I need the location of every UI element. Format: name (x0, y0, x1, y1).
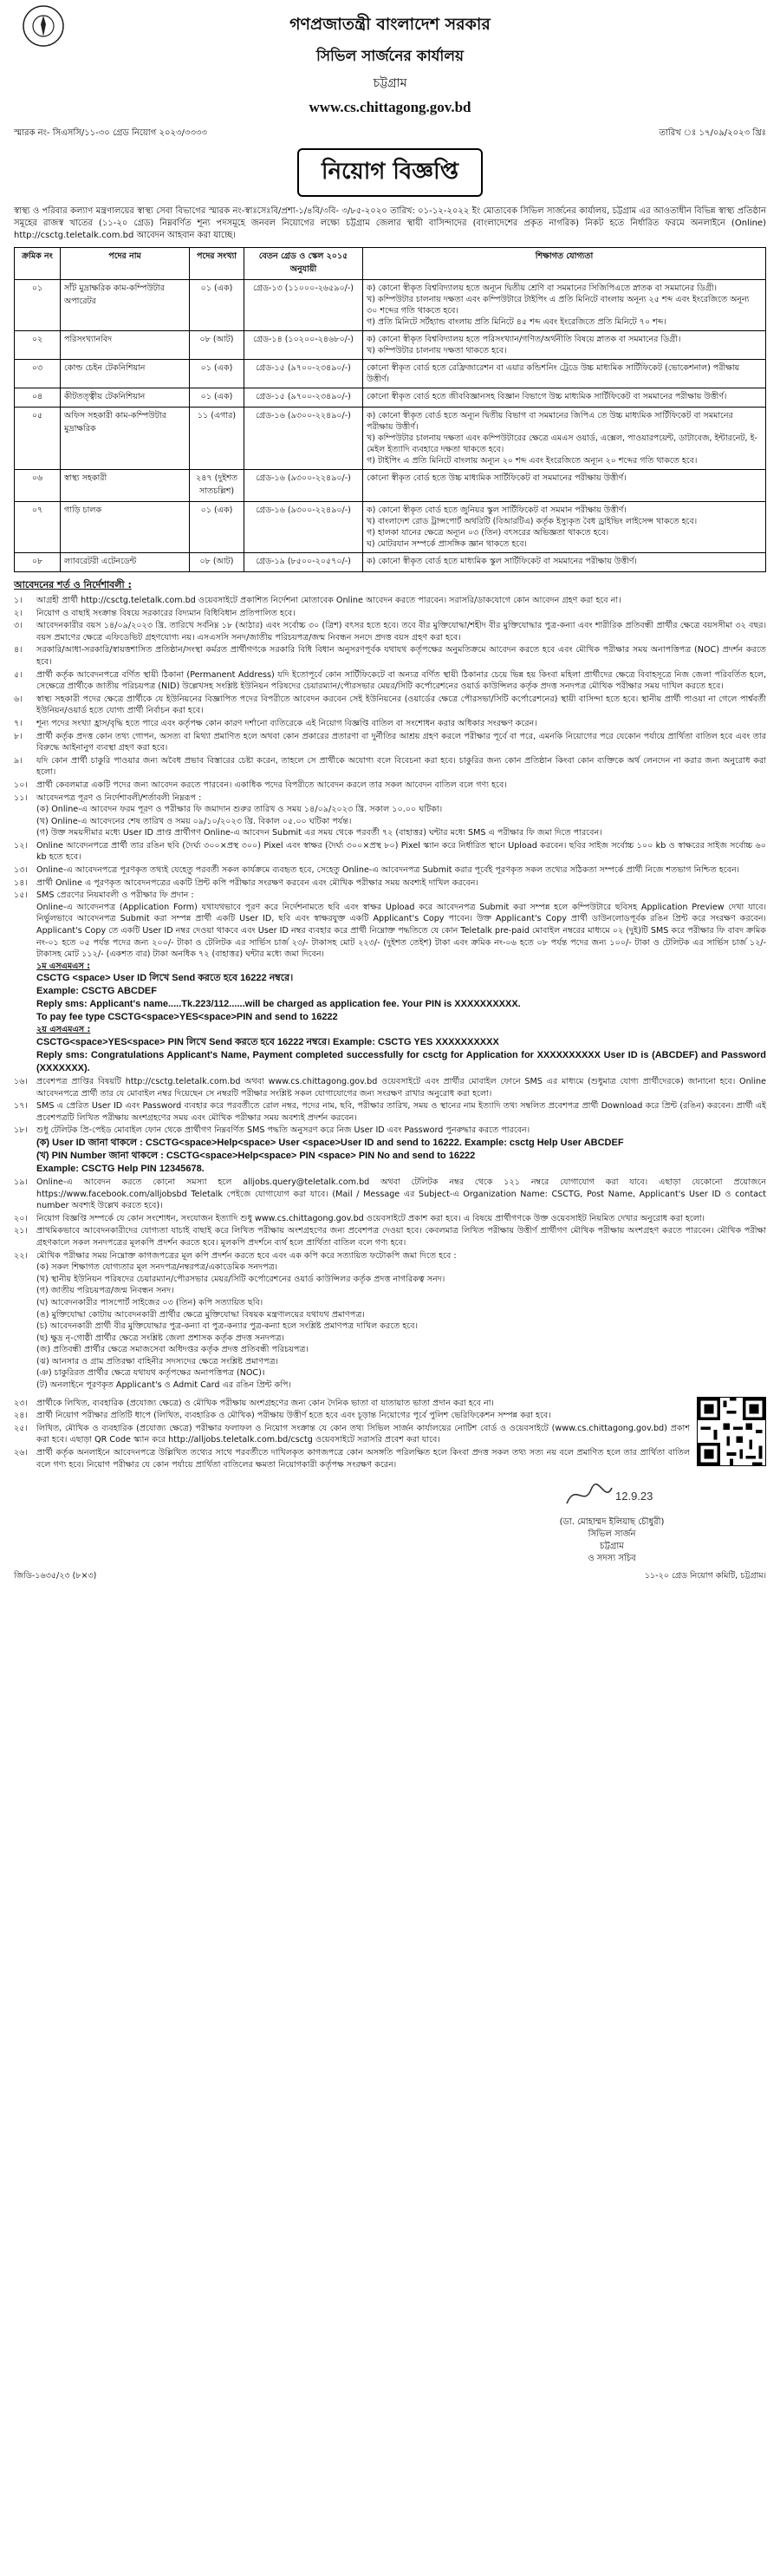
qualification-line: ঘ) মোটরযান সম্পর্কে প্রাসঙ্গিক জ্ঞান থাকতে হবে। (367, 539, 527, 549)
post-grade: গ্রেড-১৯ (৮৫০০-২০৫৭০/-) (244, 553, 363, 572)
qualification-line: ক) কোনো স্বীকৃত বোর্ড হতে অন্যূন দ্বিতীয় বিভাগ বা সমমানের জিপিএ তে উচ্চ মাধ্যমিক সার্টিফিকেট বা সমমানের পরীক্ষায় উত্তীর্ণ। (367, 411, 733, 432)
term-number: ১৩। (14, 865, 28, 876)
term-text: SMS এ প্রেরিত User ID এবং Password ব্যবহার করে পরবর্তীতে রোল নম্বর, পদের নাম, ছবি, পরীক্ষার তারিখ, সময় ও স্থানের নাম ইত্যাদি তথ্য সম্বলিত প্রবেশপত্র প্রার্থী Download করে প্রিন্ট (রঙিন) করবেন। প্রার্থী এই প্রবেশপত্রটি লিখিত পরীক্ষায় অংশগ্রহণের সময় এবং মৌখিক পরীক্ষার সময় অবশ্যই প্রদর্শন করবেন। (36, 1101, 766, 1123)
post-name: কীটতত্ত্বীয় টেকনিশিয়ান (61, 388, 190, 408)
term-text: প্রার্থী নিয়োগ পরীক্ষার প্রতিটি ধাপে (লিখিত, ব্যবহারিক ও মৌখিক) পরীক্ষায় উত্তীর্ণ হতে হবে এবং চূড়ান্ত নিয়োগের পূর্বে পুলিশ ভেরিফিকেশন সম্পন্ন করা হবে। (36, 1411, 551, 1421)
post-count: ০১ (এক) (190, 388, 244, 408)
term-item (14, 1076, 766, 1099)
table-row (15, 360, 766, 388)
recovery-line: (ক) User ID জানা থাকলে : CSCTG<space>Help<space> User <space>User ID and send to 16222. Example: csctg Help User ABCDEF (36, 1137, 624, 1148)
col-post: পদের নাম (61, 248, 190, 280)
post-qualification (363, 470, 766, 502)
term-text: প্রার্থী কর্তৃক প্রদত্ত কোন তথ্য গোপন, অসত্য বা মিথ্যা প্রমাণিত হলে অথবা কোন প্রকারের প্রতারণা বা দুর্নীতির আশ্রয় গ্রহণ করলে পরীক্ষার পূর্বে বা পরে, এমনকি নিয়োগের পরে যেকোন পর্যায়ে প্রার্থিতা বাতিল হবে এবং তার বিরুদ্ধে আইনানুগ ব্যবস্থা গ্রহণ করা হবে। (36, 731, 766, 753)
post-name: কোল্ড চেইন টেকনিশিয়ান (61, 360, 190, 388)
letterhead (14, 12, 766, 116)
sms-step-1-line: To pay fee type CSCTG<space>YES<space>PIN and send to 16222 (36, 1012, 338, 1023)
signatory-designation: সিভিল সার্জন (588, 1529, 636, 1540)
post-name: পরিসংখ্যানবিদ (61, 331, 190, 360)
terms-title: আবেদনের শর্ত ও নির্দেশাবলী : (14, 579, 132, 590)
document-line: (ঞ) চাকুরিরত প্রার্থীর ক্ষেত্রে যথাযথ কর্তৃপক্ষের অনাপত্তিপত্র (NOC)। (36, 1368, 265, 1379)
term-number: ১১। (14, 792, 28, 803)
term-text: লিখিত, মৌখিক ও ব্যবহারিক (প্রযোজ্য ক্ষেত্রে) পরীক্ষার ফলাফল ও নিয়োগ সংক্রান্ত যে কোন তথ্য সিভিল সার্জন কার্যালয়ের নোটিশ বোর্ড ও ওয়েবসাইটে (www.cs.chittagong.gov.bd) প্রকাশ করা হবে। এছাড়া QR Code স্ক্যান করে http://alljobs.teletalk.com.bd/csctg ওয়েবসাইটে সরাসরি প্রবেশ করা যাবে। (36, 1423, 690, 1445)
qualification-line: ক) কোনো স্বীকৃত বোর্ড হতে মাধ্যমিক স্কুল সার্টিফিকেট বা সমমানের পরীক্ষায় উত্তীর্ণ। (367, 557, 637, 566)
term-text: প্রবেশপত্র প্রাপ্তির বিষয়টি http://csctg.teletalk.com.bd অথবা www.cs.chittagong.gov.bd ওয়েবসাইটে এবং প্রার্থীর মোবাইল ফোনে SMS এর মাধ্যমে (শুধুমাত্র যোগ্য প্রার্থীদেরকে) জানানো হবে। Online আবেদনপত্রে প্রার্থী তার যে মোবাইল নম্বর দিয়েছেন সে নম্বরটি পরীক্ষার সংশ্লিষ্ট সকল যোগাযোগের জন্য সংরক্ষণ রাখার অনুরোধ করা হলো। (36, 1077, 766, 1099)
post-count: ০১ (এক) (190, 360, 244, 388)
term-item (14, 718, 766, 730)
post-count: ২৪৭ (দুইশত সাতচল্লিশ) (190, 470, 244, 502)
term-text: প্রার্থী কর্তৃক আবেদনপত্রে বর্ণিত স্থায়ী ঠিকানা (Permanent Address) যদি ইতোপূর্বে কোন সার্টিফিকেটে বা অন্যত্র বর্ণিত স্থায়ী ঠিকানার চেয়ে ভিন্ন হয় কিংবা মহিলা প্রার্থীদের ক্ষেত্রে বিবাহসূত্রে নিজ জেলা পরিবর্তিত হলে, সেক্ষেত্রে প্রার্থীকে জাতীয় পরিচয়পত্র (NID) উল্লেখসহ সংশ্লিষ্ট ইউনিয়ন পরিষদের চেয়ারম্যান/পৌরসভার মেয়র/সিটি কর্পোরেশনের ওয়ার্ড কাউন্সিলর কর্তৃক প্রদত্ত সনদপত্র মৌখিক পরীক্ষার সময় দাখিল করতে হবে। (36, 669, 766, 692)
term-text: প্রার্থী কর্তৃক অনলাইনে আবেদনপত্রে উল্লিখিত তথ্যের সাথে পরবর্তীতে দাখিলকৃত কাগজপত্রে কোন অসঙ্গতি পরিলক্ষিত হলে কিংবা প্রদত্ত সকল তথ্য সত্য নয় বলে প্রমাণিত হলে তার প্রার্থিতা বাতিল বলে গণ্য হবে। নিয়োগ পরীক্ষার যে কোন পর্যায়ে প্রার্থিতা বাতিলের ক্ষমতা নিয়োগকারী কর্তৃপক্ষ সংরক্ষণ করেন। (36, 1448, 690, 1470)
schedule-line: (খ) Online-এ আবেদনের শেষ তারিখ ও সময় ০৯/১০/২০২৩ খ্রি. বিকাল ০৫.০০ ঘটিকা পর্যন্ত। (36, 816, 352, 826)
term-item (14, 1398, 690, 1410)
signatory-place: চট্টগ্রাম (600, 1542, 624, 1552)
table-row (15, 331, 766, 360)
office-city: চট্টগ্রাম (373, 76, 407, 90)
post-count: ০৮ (আট) (190, 553, 244, 572)
post-qualification (363, 553, 766, 572)
term-number: ১৬। (14, 1077, 28, 1086)
recovery-line: Example: CSCTG Help PIN 12345678. (36, 1163, 205, 1174)
signature-icon (560, 1477, 664, 1512)
qualification-line: ক) কোনো স্বীকৃত বিশ্ববিদ্যালয় হতে পরিসংখ্যান/গণিত/অর্থনীতি বিষয়ে স্নাতক বা সমমানের ডিগ্রী। (367, 335, 681, 344)
qualification-line: ক) কোনো স্বীকৃত বিশ্ববিদ্যালয় হতে অন্যূন দ্বিতীয় শ্রেণি বা সমমানের সিজিপিএতে স্নাতক বা সমমানের ডিগ্রী। (367, 284, 718, 293)
document-line: (ক) সকল শিক্ষাগত যোগ্যতার মূল সনদপত্র/নম্বরপত্র/একাডেমিক সনদপত্র। (36, 1262, 278, 1273)
term-item (14, 731, 766, 754)
committee-name: ১১-২০ গ্রেড নিয়োগ কমিটি, চট্টগ্রাম। (644, 1571, 766, 1581)
term-number: ১৮। (14, 1125, 28, 1136)
sms-instructions (14, 902, 766, 1075)
signatory-role: ও সদস্য সচিব (588, 1554, 636, 1564)
post-grade: গ্রেড-১৬ (৯৩০০-২২৪৯০/-) (244, 502, 363, 553)
term-number: ৩। (14, 621, 23, 631)
notice-title: নিয়োগ বিজ্ঞপ্তি (297, 148, 483, 197)
notice-intro: স্বাস্থ্য ও পরিবার কল্যাণ মন্ত্রণালয়ের স্বাস্থ্য সেবা বিভাগের স্মারক নং-স্বাঃসেঃবি/প্রশা-১/৪বি/৩বি- ৩/৮৫-২০২০ তারিখ: ০১-১২-২০২২ ইং মোতাবেক সিভিল সার্জনের কার্যালয়, চট্টগ্রাম এর আওতাধীন বিভিন্ন স্বাস্থ্য প্রতিষ্ঠান সমূহের রাজস্ব খাতের (১১-২০ গ্রেড) নিম্নবর্ণিত শূন্য পদসমূহে জনবল নিয়োগের লক্ষ্যে চট্টগ্রাম জেলার স্থায়ী বাসিন্দাদের (বাংলাদেশের প্রকৃত নাগরিক) নিকট হতে নির্ধারিত ফরমে অনলাইনে (Online) http://csctg.teletalk.com.bd আবেদন আহবান করা যাচ্ছে। (14, 206, 766, 240)
term-number: ২৪। (14, 1411, 28, 1421)
table-row (15, 280, 766, 331)
term-number: ১০। (14, 779, 28, 790)
qualification-line: খ) কম্পিউটার চালনায় দক্ষতা এবং কম্পিউটারের ক্ষেত্রে এমএস ওয়ার্ড, এক্সেল, পাওয়ারপয়েন্ট, ডাটাবেজ, ইন্টারনেট, ই-মেইল ইত্যাদি ব্যবহারে দক্ষতা থাকতে হবে। (367, 434, 757, 454)
sms-step-1-label: ১ম এসএমএস : (36, 961, 90, 971)
term-item (14, 755, 766, 779)
term-item (14, 620, 766, 643)
term-number: ৭। (14, 718, 23, 728)
table-row (15, 408, 766, 470)
term-item (14, 595, 766, 607)
term-number: ৮। (14, 731, 23, 741)
government-emblem-icon (21, 3, 66, 49)
term-item (14, 877, 766, 890)
term-number: ২০। (14, 1213, 28, 1223)
table-row (15, 502, 766, 553)
term-item (14, 864, 766, 877)
signature-block (499, 1477, 725, 1565)
term-number: ২১। (14, 1226, 28, 1236)
post-grade: গ্রেড-১৬ (৯৩০০-২২৪৯০/-) (244, 470, 363, 502)
term-text: Online-এ আবেদনপত্রে পূরণকৃত তথ্যই যেহেতু পরবর্তী সকল কার্যক্রমে ব্যবহৃত হবে, সেহেতু Online-এ আবেদনপত্র Submit করার পূর্বেই পূরণকৃত সকল তথ্যের সঠিকতা সম্পর্কে প্রার্থী নিজে শতভাগ নিশ্চিত হবেন। (36, 865, 740, 876)
post-serial: ০৩ (15, 360, 61, 388)
term-text: SMS প্রেরণের নিয়মাবলী ও পরীক্ষার ফি প্রদান : (36, 890, 194, 901)
term-number: ১৯। (14, 1177, 28, 1187)
term-item (14, 1177, 766, 1212)
term-text: প্রার্থী কেবলমাত্র একটি পদের জন্য আবেদন করতে পারবেন। একাধিক পদের বিপরীতে আবেদন করলে তার সকল আবেদন বাতিল বলে গণ্য হবে। (36, 779, 507, 790)
term-text: নিয়োগ বিজ্ঞপ্তি সম্পর্কে যে কোন সংশোধন, সংযোজন ইত্যাদি শুধু www.cs.chittagong.gov.bd ওয়েবসাইটে প্রকাশ করা হবে। এ বিষয়ে প্রার্থীগণকে উক্ত ওয়েবসাইট নিয়মিত দেখার অনুরোধ করা হলো। (36, 1213, 705, 1223)
term-text: মৌখিক পরীক্ষার সময় নিম্নোক্ত কাগজপত্রের মূল কপি প্রদর্শন করতে হবে এবং এক কপি করে সত্যায়িত ফটোকপি জমা দিতে হবে : (36, 1250, 457, 1261)
qualification-line: ক) কোনো স্বীকৃত বোর্ড হতে জুনিয়র স্কুল সার্টিফিকেট বা সমমান পরীক্ষায় উত্তীর্ণ। (367, 505, 627, 515)
qualification-line: খ) কম্পিউটার চালনায় দক্ষতা থাকতে হবে। (367, 346, 507, 355)
post-name: সাঁট মুদ্রাক্ষরিক কাম-কম্পিউটার অপারেটর (61, 280, 190, 331)
post-qualification (363, 360, 766, 388)
post-qualification (363, 280, 766, 331)
qualification-line: গ) টাইপিং এ প্রতি মিনিটে বাংলায় অন্যূন ২০ শব্দ এবং ইংরেজিতে অন্যূন ২০ শব্দের গতি থাকতে হবে। (367, 456, 698, 466)
term-item (14, 1447, 690, 1471)
post-serial: ০৮ (15, 553, 61, 572)
posts-table-header (15, 248, 766, 280)
term-text: প্রাথমিকভাবে আবেদনকারীদের যোগ্যতা যাচাই বাছাই করে লিখিত পরীক্ষায় অংশগ্রহণের জন্য প্রবেশপত্র দেওয়া হবে। কেবলমাত্র লিখিত পরীক্ষায় উত্তীর্ণ প্রার্থীগণ মৌখিক পরীক্ষায় অংশগ্রহণ করতে পারবেন। মৌখিক পরীক্ষা গ্রহণকালে সকল সনদপত্রের মূলকপি প্রদর্শন করতে হবে। মূলকপি প্রদর্শনে ব্যর্থ হলে প্রার্থিতা বাতিল বলে গণ্য হবে। (36, 1226, 766, 1248)
post-name: অফিস সহকারী কাম-কম্পিউটার মুদ্রাক্ষরিক (61, 408, 190, 470)
document-line: (খ) স্থানীয় ইউনিয়ন পরিষদের চেয়ারম্যান/পৌরসভার মেয়র/সিটি কর্পোরেশনের ওয়ার্ড কাউন্সিলর কর্তৃক প্রদত্ত নাগরিকত্ব সনদ। (36, 1274, 445, 1284)
col-grade: বেতন গ্রেড ও স্কেল ২০১৫ অনুযায়ী (244, 248, 363, 280)
term-item (14, 694, 766, 717)
post-grade: গ্রেড-১৬ (৯৩০০-২২৪৯০/-) (244, 408, 363, 470)
term-text: প্রার্থীকে লিখিত, ব্যবহারিক (প্রযোজ্য ক্ষেত্রে) ও মৌখিক পরীক্ষায় অংশগ্রহণের জন্য কোন দৈনিক ভাতা বা যাতায়াত ভাতা প্রদান করা হবে না। (36, 1398, 494, 1408)
post-grade: গ্রেড-১৪ (১০২০০-২৪৬৮০/-) (244, 331, 363, 360)
posts-table (14, 247, 766, 572)
term-number: ২৩। (14, 1398, 28, 1408)
qualification-line: খ) বাংলাদেশ রোড ট্রান্সপোর্ট অথরিটি (বিআরটিএ) কর্তৃক ইস্যুকৃত বৈধ ড্রাইভিং লাইসেন্স থাকতে হবে। (367, 517, 698, 526)
post-serial: ০৬ (15, 470, 61, 502)
recruitment-notice (14, 0, 766, 1583)
terms-list (14, 595, 766, 1471)
post-count: ০৮ (আট) (190, 331, 244, 360)
term-item (14, 1225, 766, 1249)
post-count: ০১ (এক) (190, 280, 244, 331)
document-line: (ঙ) মুক্তিযোদ্ধা কোটায় আবেদনকারী প্রার্থীর ক্ষেত্রে মুক্তিযোদ্ধা বিষয়ক মন্ত্রণালয়ের যথাযথ প্রমাণপত্র। (36, 1309, 365, 1320)
post-qualification (363, 331, 766, 360)
term-number: ২২। (14, 1250, 28, 1261)
term-number: ৬। (14, 694, 23, 704)
sms-step-1-line: CSCTG <space> User ID লিখে Send করতে হবে 16222 নম্বরে। (36, 973, 294, 984)
term-text: সরকারি/আধা-সরকারি/স্বায়ত্তশাসিত প্রতিষ্ঠান/সংস্থা কর্মরত প্রার্থীগণকে সরকারি বিধি বিধান অনুসরণপূর্বক যথাযথ কর্তৃপক্ষের অনুমতিক্রমে আবেদন করতে হবে এবং মৌখিক পরীক্ষার সময় অনাপত্তিপত্র (NOC) প্রদর্শন করতে হবে। (36, 645, 766, 667)
term-text: নিয়োগ ও বাছাই সংক্রান্ত বিষয়ে সরকারের বিদ্যমান বিধিবিধান প্রতিপালিত হবে। (36, 608, 296, 618)
term-text: আবেদনপত্র পূরণ ও নির্দেশাবলী/শর্তাবলী নিম্নরূপ : (36, 792, 202, 803)
government-name: গণপ্রজাতন্ত্রী বাংলাদেশ সরকার (289, 15, 491, 34)
term-number: ৪। (14, 645, 23, 655)
col-count: পদের সংখ্যা (190, 248, 244, 280)
term-number: ১৫। (14, 890, 28, 901)
post-grade: গ্রেড-১৩ (১১০০০-২৬৫৯০/-) (244, 280, 363, 331)
term-number: ১৪। (14, 877, 28, 888)
signature-date: 12.9.23 (615, 1490, 653, 1503)
memo-date: তারিখ ঃ ১৭/০৯/২০২৩ খ্রিঃ (659, 128, 766, 138)
term-item (14, 1100, 766, 1124)
term-item (14, 1250, 766, 1262)
term-text: Online আবেদনপত্রে প্রার্থী তার রঙিন ছবি (দৈর্ঘ্য ৩০০×প্রস্থ ৩০০) Pixel এবং স্বাক্ষর (দৈর্ঘ্য ৩০০×প্রস্থ ৮০) Pixel স্ক্যান করে নির্ধারিত স্থানে Upload করবেন। ছবির সাইজ সর্বোচ্চ ১০০ kb ও স্বাক্ষরের সাইজ সর্বোচ্চ ৬০ kb হতে হবে। (36, 840, 766, 863)
term-item (14, 779, 766, 792)
term-item (14, 1423, 690, 1446)
post-count: ১১ (এগার) (190, 408, 244, 470)
term-item (14, 608, 766, 620)
qualification-line: কোনো স্বীকৃত বোর্ড হতে উচ্চ মাধ্যমিক সার্টিফিকেট বা সমমানের পরীক্ষায় উত্তীর্ণ। (367, 473, 627, 483)
term-number: ১২। (14, 840, 28, 851)
term-item (14, 890, 766, 902)
document-line: (ট) অনলাইনে পূরণকৃত Applicant's ও Admit Card এর রঙিন প্রিন্ট কপি। (36, 1380, 291, 1391)
post-serial: ০৫ (15, 408, 61, 470)
term-number: ২৫। (14, 1423, 28, 1433)
document-line: (চ) আবেদনকারী প্রার্থী বীর মুক্তিযোদ্ধার পুত্র-কন্যা বা পুত্র-কন্যার পুত্র-কন্যা হলে সংশ্লিষ্ট প্রমাণপত্র দাখিল করতে হবে। (36, 1321, 419, 1332)
post-qualification (363, 408, 766, 470)
term-item (14, 669, 766, 693)
term-text: যদি কোন প্রার্থী চাকুরি পাওয়ার জন্য অবৈধ প্রভাব বিস্তারের চেষ্টা করেন, তাহলে সে প্রার্থীকে অযোগ্য বলে বিবেচনা করা হবে। চাকুরির জন্য কোন প্রতিষ্ঠান কিংবা কোন ব্যক্তিকে অর্থ লেনদেন না করার জন্য অনুরোধ করা হলো। (36, 755, 766, 778)
post-name: গাড়ি চালক (61, 502, 190, 553)
term-item (14, 1125, 766, 1137)
term-number: ৯। (14, 755, 23, 766)
office-name: সিভিল সার্জনের কার্যালয় (315, 48, 465, 65)
document-line: (ছ) ক্ষুদ্র নৃ-গোষ্ঠী প্রার্থীর ক্ষেত্রে সংশ্লিষ্ট জেলা প্রশাসক কর্তৃক প্রদত্ত সনদপত্র। (36, 1333, 284, 1343)
document-line: (গ) জাতীয় পরিচয়পত্র/জন্ম নিবন্ধন সনদ। (36, 1286, 174, 1296)
post-serial: ০৪ (15, 388, 61, 408)
post-count: ০১ (এক) (190, 502, 244, 553)
term-item (14, 792, 766, 805)
sms-fee-body: Online-এ আবেদনপত্র (Application Form) যথাযথভাবে পূরণ করে নির্দেশনামতে ছবি এবং স্বাক্ষর Upload করে আবেদনপত্র Submit করা সম্পন্ন হলে কম্পিউটারে ছবিসহ Application Preview দেখা যাবে। নির্ভুলভাবে আবেদনপত্র Submit করা সম্পন্ন প্রার্থী একটি User ID, ছবি এবং স্বাক্ষরযুক্ত একটি Applicant's Copy পাবেন। উক্ত Applicant's Copy প্রার্থী ডাউনলোডপূর্বক রঙিন প্রিন্ট করে সংরক্ষণ করবেন। Applicant's Copy তে একটি User ID নম্বর দেওয়া থাকবে এবং User ID নম্বর ব্যবহার করে প্রার্থী নিম্নোক্ত পদ্ধতিতে যে কোন Teletalk pre-paid মোবাইল নম্বরের মাধ্যমে ০২ (দুই)টি SMS করে পরীক্ষার ফি বাবদ ক্রমিক নং-০১ হতে ০৫ পর্যন্ত পদের জন্য ২০০/- টাকা ও টেলিটক এর সার্ভিস চার্জ ২৩/- টাকাসহ মোট ২২৩/- (দুইশত তেইশ) টাকা এবং ক্রমিক নং-০৬ হতে ০৮ পর্যন্ত পদের জন্য ১০০/- টাকা ও টেলিটক এর সার্ভিস চার্জ ১২/- টাকাসহ মোট ১১২/- (একশত বার) টাকা অনধিক ৭২ (বাহাত্তর) ঘন্টার মধ্যে জমা দিবেন। (36, 902, 766, 960)
qualification-line: গ) হালকা যানের ক্ষেত্রে অন্যূন ০৩ (তিন) বৎসরের অভিজ্ঞতা থাকতে হবে। (367, 528, 609, 538)
col-qualification: শিক্ষাগত যোগ্যতা (363, 248, 766, 280)
document-line: (ঘ) আবেদনকারীর পাসপোর্ট সাইজের ০৩ (তিন) কপি সত্যায়িত ছবি। (36, 1297, 263, 1308)
recovery-line: (খ) PIN Number জানা থাকলে : CSCTG<space>Help<space> PIN <space> PIN No and send to 16222 (36, 1150, 476, 1161)
memo-line (14, 127, 766, 141)
term-text: আবেদনকারীর বয়স ১৪/০৯/২০২৩ খ্রি. তারিখে সর্বনিম্ন ১৮ (আঠার) এবং সর্বোচ্চ ৩০ (ত্রিশ) বৎসর হতে হবে। তবে বীর মুক্তিযোদ্ধা/শহীদ বীর মুক্তিযোদ্ধার পুত্র-কন্যা এবং শারীরিক প্রতিবন্ধী প্রার্থীর ক্ষেত্রে বয়সসীমা ৩২ বছর। বয়স প্রমাণের ক্ষেত্রে এফিডেভিট গ্রহণযোগ্য নয়। এসএসসি সনদ/জাতীয় পরিচয়পত্র/জন্ম নিবন্ধন সনদে প্রদত্ত বয়স গ্রহণ করা হবে। (36, 621, 766, 642)
office-website[interactable]: www.cs.chittagong.gov.bd (309, 99, 471, 115)
term-number: ৫। (14, 669, 23, 680)
term-item (14, 840, 766, 864)
post-qualification (363, 388, 766, 408)
term-number: ১৭। (14, 1101, 28, 1112)
memo-reference: স্মারক নং- সিএসসি/১১-৩০ গ্রেড নিয়োগ ২০২৩/৩৩৩৩ (14, 128, 207, 138)
sms-step-2-line: CSCTG<space>YES<space> PIN লিখে Send করতে হবে 16222 নম্বরে। Example: CSCTG YES XXXXXXXXXX (36, 1037, 499, 1047)
footer (14, 1570, 766, 1583)
sms-step-1-line: Reply sms: Applicant's name.....Tk.223/112......will be charged as application fee. Your PIN is XXXXXXXXXX. (36, 999, 521, 1010)
term-number: ২৬। (14, 1448, 28, 1458)
sms-step-1-line: Example: CSCTG ABCDEF (36, 986, 157, 997)
document-line: (ঝ) আনসার ও গ্রাম প্রতিরক্ষা বাহিনীর সদস্যদের ক্ষেত্রে সংশ্লিষ্ট প্রমাণপত্র। (36, 1356, 278, 1366)
schedule-line: (ক) Online-এ আবেদন ফরম পূরণ ও পরীক্ষার ফি জমাদান শুরুর তারিখ ও সময় ১৪/০৯/২০২৩ খ্রি. সকাল ১০.০০ ঘটিকা। (36, 805, 443, 815)
table-row (15, 388, 766, 408)
post-serial: ০৭ (15, 502, 61, 553)
post-name: স্বাস্থ্য সহকারী (61, 470, 190, 502)
table-row (15, 470, 766, 502)
term-item (14, 1213, 766, 1225)
footer-code: জিডি-১৬৩৫/২৩ (৮×৩) (14, 1571, 97, 1581)
qualification-line: গ) প্রতি মিনিটে সর্টহ্যান্ড বাংলায় প্রতি মিনিটে ৪৫ শব্দ এবং ইংরেজিতে প্রতি মিনিটে ৭০ শব্দ। (367, 317, 666, 327)
document-line: (জ) প্রতিবন্ধী প্রার্থীর ক্ষেত্রে সমাজসেবা অধিদপ্তর কর্তৃক প্রদত্ত প্রতিবন্ধী পরিচয়পত্র। (36, 1345, 309, 1355)
post-grade: গ্রেড-১৫ (৯৭০০-২৩৪৯০/-) (244, 360, 363, 388)
qr-code-icon[interactable] (697, 1397, 766, 1466)
term-text: শূন্য পদের সংখ্যা হ্রাস/বৃদ্ধি হতে পারে এবং কর্তৃপক্ষ কোন কারণ দর্শানো ব্যতিরেকে এই নিয়োগ বিজ্ঞপ্তি বাতিল বা সংশোধন করার অধিকার সংরক্ষণ করেন। (36, 718, 537, 728)
term-text: প্রার্থী Online এ পূরণকৃত আবেদনপত্রের একটি প্রিন্ট কপি পরীক্ষার সংরক্ষণ করবেন এবং মৌখিক পরীক্ষার সময় অবশ্যই দাখিল করবেন। (36, 877, 478, 888)
term-number: ১। (14, 596, 23, 605)
term-item (14, 644, 766, 668)
term-number: ২। (14, 608, 23, 618)
post-serial: ০২ (15, 331, 61, 360)
term-item (14, 1410, 690, 1422)
sms-step-2-line: Reply sms: Congratulations Applicant's Name, Payment completed successfully for csctg for Application for XXXXXXXXXX User ID is (ABCDEF) and Password (XXXXXXX). (36, 1050, 766, 1073)
post-qualification (363, 502, 766, 553)
post-grade: গ্রেড-১৫ (৯৭০০-২৩৪৯০/-) (244, 388, 363, 408)
term-text: স্বাস্থ্য সহকারী পদের ক্ষেত্রে প্রার্থীকে যে ইউনিয়নের বিজ্ঞাপিত পদের বিপরীতে আবেদন করবেন সেই ইউনিয়নের (ওয়ার্ডের ক্ষেত্রে পৌরসভা/সিটি কর্পোরেশনের) স্থায়ী বাসিন্দা হতে হবে। স্থানীয় প্রার্থী পাওয়া না গেলে পার্শ্ববর্তী ইউনিয়ন/ওয়ার্ড হতে যোগ্য প্রার্থী নির্বাচন করা হবে। (36, 694, 766, 716)
qualification-line: কোনো স্বীকৃত বোর্ড হতে রেফ্রিজারেশন বা এয়ার কন্ডিশনিং ট্রেডে উচ্চ মাধ্যমিক সার্টিফিকেট (ভোকেশনাল) পরীক্ষায় উত্তীর্ণ। (367, 363, 740, 384)
signatory-name: (ডা. মোহাম্মদ ইলিয়াছ চৌধুরী) (559, 1517, 665, 1528)
qualification-line: খ) কম্পিউটার চালনায় দক্ষতা এবং কম্পিউটারে টাইপিং এ প্রতি মিনিটে বাংলায় অনূন্য ২৫ শব্দ এবং ইংরেজিতে অনূন্য ৩০ শব্দের গতি থাকতে হবে। (367, 295, 750, 316)
table-row (15, 553, 766, 572)
term-text: আগ্রহী প্রার্থী http://csctg.teletalk.com.bd ওয়েবসাইটে প্রকাশিত নির্দেশনা মোতাবেক Online আবেদন করতে পারবেন। সরাসরি/ডাকযোগে কোন আবেদন গ্রহণ করা হবে না। (36, 596, 621, 605)
term-text: Online-এ আবেদন করতে কোনো সমস্যা হলে alljobs.query@teletalk.com.bd অথবা টেলিটক নম্বর থেকে ১২১ নম্বরে যোগাযোগ করা যাবে। এছাড়া যেকোনো প্রয়োজনে https://www.facebook.com/alljobsbd Teletalk পেইজে যোগাযোগ করা যাবে। (Mail / Message এর Subject-এ Organization Name: CSCTG, Post Name, Applicant's User ID ও contact number অবশ্যই উল্লেখ করতে হবে)। (36, 1177, 766, 1211)
schedule-line: (গ) উক্ত সময়সীমার মধ্যে User ID প্রাপ্ত প্রার্থীগণ Online-এ আবেদন Submit এর সময় থেকে পরবর্তী ৭২ (বাহাত্তর) ঘন্টার মধ্যে SMS এ পরীক্ষার ফি জমা দিতে পারবেন। (36, 828, 602, 838)
col-serial: ক্রমিক নং (15, 248, 61, 280)
post-name: ল্যাবরেটরী এটেনডেন্ট (61, 553, 190, 572)
qualification-line: কোনো স্বীকৃত বোর্ড হতে জীববিজ্ঞানসহ বিজ্ঞান বিভাগে উচ্চ মাধ্যমিক সার্টিফিকেট বা সমমানের পরীক্ষায় উত্তীর্ণ। (367, 392, 727, 401)
term-text: শুধু টেলিটক প্রি-পেইড মোবাইল ফোন থেকে প্রার্থীগণ নিম্নবর্ণিত SMS পদ্ধতি অনুসরণ করে নিজ User ID এবং Password পুনরুদ্ধার করতে পারবেন। (36, 1125, 530, 1136)
sms-step-2-label: ২য় এসএমএস : (36, 1025, 91, 1035)
post-serial: ০১ (15, 280, 61, 331)
